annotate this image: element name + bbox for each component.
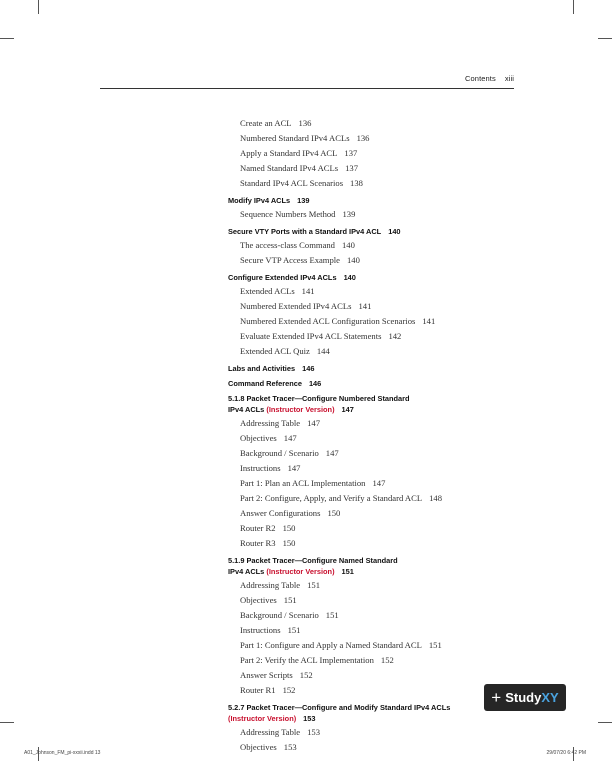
toc-entry-text: Extended ACLs [240, 286, 295, 296]
toc-entry [228, 344, 528, 359]
toc-page-number: 151 [341, 567, 354, 576]
toc-entry-text: Router R3 [240, 538, 276, 548]
toc-entry-text: Background / Scenario [240, 448, 319, 458]
toc-page-number: 153 [303, 714, 316, 723]
toc-entry-text: Addressing Table [240, 727, 301, 737]
toc-page-number: 141 [422, 316, 436, 326]
toc-heading-text: Labs and Activities [228, 364, 296, 373]
toc-entry-text: Evaluate Extended IPv4 ACL Statements [240, 331, 382, 341]
toc-page-number: 139 [297, 196, 310, 205]
crop-mark [38, 0, 39, 14]
toc-entry [228, 299, 528, 314]
toc-entry [228, 578, 528, 593]
plus-icon: + [491, 687, 502, 707]
toc-entry-text: Objectives [240, 742, 277, 752]
toc-section-heading [228, 702, 528, 724]
toc-entry [228, 176, 528, 191]
toc-section-heading [228, 195, 528, 206]
toc-page-number: 146 [302, 364, 315, 373]
crop-mark [598, 38, 612, 39]
toc-page-number: 151 [428, 640, 442, 650]
toc-heading-text: 5.2.7 Packet Tracer—Configure and Modify Standard IPv4 ACLs [228, 703, 451, 712]
toc-page-number: 147 [341, 405, 354, 414]
toc-heading-text: 5.1.8 Packet Tracer—Configure Numbered Standard [228, 394, 410, 403]
toc-entry [228, 461, 528, 476]
toc-page-number: 141 [358, 301, 372, 311]
toc-entry-text: Instructions [240, 463, 281, 473]
toc-entry [228, 131, 528, 146]
toc-entry-text: Part 1: Configure and Apply a Named Standard ACL [240, 640, 422, 650]
toc-entry-text: Objectives [240, 433, 277, 443]
toc-page-number: 137 [344, 148, 358, 158]
toc-section-heading [228, 363, 528, 374]
toc-page-number: 147 [283, 433, 297, 443]
toc-entry [228, 638, 528, 653]
file-slug: A01_Johnson_FM_pi-xxxii.indd 13 [24, 750, 101, 756]
toc-section-heading [228, 272, 528, 283]
crop-mark [573, 0, 574, 14]
toc-entry [228, 146, 528, 161]
toc-page-number: 153 [283, 742, 297, 752]
logo-text: Study [505, 690, 542, 705]
toc-section-heading [228, 393, 528, 415]
toc-entry-text: Part 2: Configure, Apply, and Verify a Standard ACL [240, 493, 423, 503]
toc-entry-text: Part 1: Plan an ACL Implementation [240, 478, 366, 488]
page-number: xiii [504, 74, 514, 83]
toc-entry-text: Extended ACL Quiz [240, 346, 310, 356]
toc-heading-text: Configure Extended IPv4 ACLs [228, 273, 337, 282]
toc-entry [228, 253, 528, 268]
crop-mark [598, 722, 612, 723]
toc-entry [228, 536, 528, 551]
toc-entry [228, 668, 528, 683]
toc-heading-text: IPv4 ACLs [228, 405, 265, 414]
toc-entry [228, 446, 528, 461]
toc-entry [228, 329, 528, 344]
toc-entry-text: Answer Scripts [240, 670, 293, 680]
toc-entry [228, 416, 528, 431]
toc-page-number: 147 [372, 478, 386, 488]
toc-entry-text: Background / Scenario [240, 610, 319, 620]
toc-entry-text: Part 2: Verify the ACL Implementation [240, 655, 374, 665]
toc-section-heading [228, 555, 528, 577]
header-rule [100, 88, 514, 89]
toc-entry-text: Addressing Table [240, 418, 301, 428]
running-head [465, 74, 514, 83]
instructor-version-label: (Instructor Version) [266, 567, 335, 576]
toc-page-number: 150 [282, 538, 296, 548]
toc-page-number: 151 [283, 595, 297, 605]
toc-entry [228, 608, 528, 623]
toc-page-number: 152 [299, 670, 313, 680]
toc-entry [228, 207, 528, 222]
toc-entry-text: Answer Configurations [240, 508, 321, 518]
instructor-version-label: (Instructor Version) [266, 405, 335, 414]
toc-page-number: 138 [350, 178, 363, 188]
toc-entry-text: Router R1 [240, 685, 276, 695]
toc-page-number: 148 [429, 493, 443, 503]
toc-page-number: 150 [327, 508, 341, 518]
toc-entry-text: Numbered Extended ACL Configuration Scenarios [240, 316, 416, 326]
toc-page-number: 136 [356, 133, 370, 143]
toc-entry [228, 653, 528, 668]
toc-entry [228, 623, 528, 638]
instructor-version-label: (Instructor Version) [228, 714, 297, 723]
toc-entry-text: Addressing Table [240, 580, 301, 590]
toc-entry-text: The access-class Command [240, 240, 335, 250]
toc-page-number: 152 [380, 655, 394, 665]
toc-entry [228, 725, 528, 740]
crop-mark [0, 722, 14, 723]
toc-section-heading [228, 378, 528, 389]
toc-entry-text: Objectives [240, 595, 277, 605]
toc-entry-text: Apply a Standard IPv4 ACL [240, 148, 338, 158]
toc-heading-text: Modify IPv4 ACLs [228, 196, 291, 205]
toc-entry [228, 238, 528, 253]
toc-page-number: 147 [325, 448, 339, 458]
running-head-title: Contents [465, 74, 496, 83]
toc-page-number: 151 [307, 580, 320, 590]
toc-heading-text: IPv4 ACLs [228, 567, 265, 576]
toc-entry [228, 284, 528, 299]
toc-entry [228, 431, 528, 446]
toc-page-number: 139 [342, 209, 356, 219]
toc-page-number: 153 [307, 727, 320, 737]
crop-mark [0, 38, 14, 39]
toc-entry-text: Standard IPv4 ACL Scenarios [240, 178, 344, 188]
toc-page-number: 146 [308, 379, 322, 388]
table-of-contents [228, 116, 528, 755]
toc-page-number: 144 [316, 346, 330, 356]
toc-entry-text: Secure VTP Access Example [240, 255, 340, 265]
toc-heading-text: 5.1.9 Packet Tracer—Configure Named Standard [228, 556, 398, 565]
toc-page-number: 140 [347, 255, 360, 265]
toc-page-number: 136 [298, 118, 312, 128]
toc-entry [228, 521, 528, 536]
toc-page-number: 152 [282, 685, 296, 695]
date-slug: 29/07/20 6:42 PM [546, 750, 586, 756]
studyxy-logo [484, 684, 566, 711]
toc-entry-text: Numbered Standard IPv4 ACLs [240, 133, 350, 143]
toc-page-number: 140 [343, 273, 356, 282]
toc-page-number: 147 [287, 463, 301, 473]
toc-entry-text: Named Standard IPv4 ACLs [240, 163, 339, 173]
toc-page-number: 151 [325, 610, 339, 620]
toc-page-number: 142 [388, 331, 402, 341]
toc-section-heading [228, 226, 528, 237]
toc-entry-text: Router R2 [240, 523, 276, 533]
toc-page-number: 150 [282, 523, 296, 533]
toc-entry [228, 593, 528, 608]
toc-entry-text: Create an ACL [240, 118, 292, 128]
toc-entry [228, 476, 528, 491]
toc-page-number: 140 [341, 240, 355, 250]
logo-accent-text: XY [541, 690, 559, 705]
toc-heading-text: Command Reference [228, 379, 302, 388]
toc-entry [228, 740, 528, 755]
toc-page-number: 147 [307, 418, 320, 428]
toc-entry [228, 491, 528, 506]
toc-page-number: 137 [345, 163, 358, 173]
toc-entry [228, 314, 528, 329]
toc-page-number: 140 [388, 227, 401, 236]
toc-entry [228, 116, 528, 131]
toc-entry-text: Instructions [240, 625, 281, 635]
toc-entry-text: Sequence Numbers Method [240, 209, 336, 219]
toc-entry-text: Numbered Extended IPv4 ACLs [240, 301, 352, 311]
toc-entry [228, 683, 528, 698]
toc-entry [228, 161, 528, 176]
toc-heading-text: Secure VTY Ports with a Standard IPv4 ACL [228, 227, 382, 236]
toc-page-number: 141 [301, 286, 315, 296]
toc-entry [228, 506, 528, 521]
toc-page-number: 151 [287, 625, 301, 635]
